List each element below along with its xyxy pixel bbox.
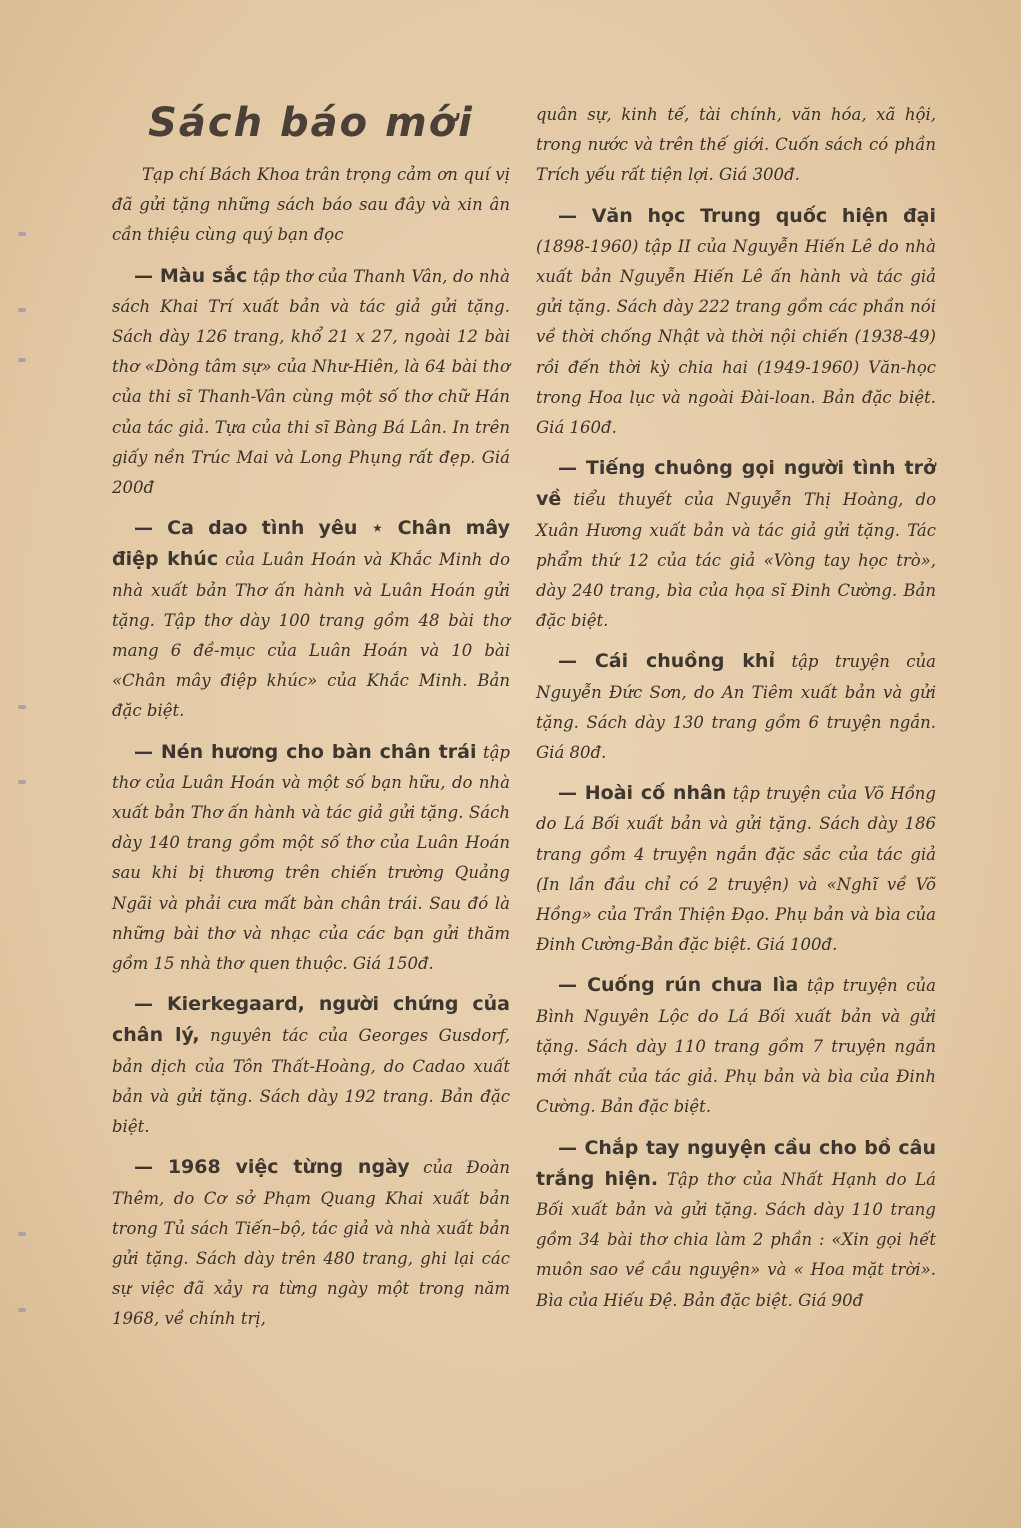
book-title: — Cuống rún chưa lìa: [558, 974, 799, 997]
book-title: — Văn học Trung quốc hiện đại: [558, 204, 936, 227]
book-entry: [536, 970, 936, 1122]
book-description: tập truyện của Nguyễn Đức Sơn, do An Tiêm xuất bản và gửi tặng. Sách dày 130 trang gồm 6 truyện ngắn. Giá 80đ.: [536, 652, 937, 763]
intro-paragraph: Tạp chí Bách Khoa trân trọng cảm ơn quí vị đã gửi tặng những sách báo sau đây và xin ân cần thiệu cùng quý bạn đọc: [112, 165, 510, 245]
book-title: — Kierkegaard, người chứng của chân lý,: [112, 993, 510, 1047]
book-entry: [112, 989, 510, 1142]
book-description: tập truyện của Võ Hồng do Lá Bối xuất bản và gửi tặng. Sách dày 186 trang gồm 4 truyện ngắn đặc sắc của tác giả (In lần đầu chỉ có 2 truyện) và «Nghĩ về Võ Hồng» của Trần Thiện Đạo. Phụ bản và bìa của Đinh Cường-Bản đặc biệt. Giá 100đ.: [536, 784, 936, 955]
book-description: tập thơ của Thanh Vân, do nhà sách Khai Trí xuất bản và tác giả gửi tặng. Sách dày 126 trang, khổ 21 x 27, ngoài 12 bài thơ «Dòng tâm sự» của Như-Hiên, là 64 bài thơ của thi sĩ Thanh-Vân cùng một số thơ chữ Hán của tác giả. Tựa của thi sĩ Bàng Bá Lân. In trên giấy nền Trúc Mai và Long Phụng rất đẹp. Giá 200đ: [112, 266, 510, 498]
book-title: — Màu sắc: [134, 264, 248, 287]
margin-mark: [18, 358, 26, 362]
book-entry: [112, 737, 510, 980]
right-column: [536, 100, 936, 1326]
book-title: — Hoài cố nhân: [558, 782, 727, 805]
book-entry: [112, 261, 510, 504]
margin-mark: [18, 1232, 26, 1236]
book-description: Tập thơ của Nhất Hạnh do Lá Bối xuất bản và gửi tặng. Sách dày 110 trang gồm 34 bài thơ chia làm 2 phần : «Xin gọi hết muôn sao về cầu nguyện» và « Hoa mặt trời». Bìa của Hiếu Đệ. Bản đặc biệt. Giá 90đ: [536, 1169, 936, 1310]
book-description: tiểu thuyết của Nguyễn Thị Hoàng, do Xuân Hương xuất bản và tác giả gửi tặng. Tác phẩm thứ 12 của tác giả «Vòng tay học trò», dày 240 trang, bìa của họa sĩ Đinh Cường. Bản đặc biệt.: [536, 490, 936, 631]
book-description: (1898-1960) tập II của Nguyễn Hiến Lê do nhà xuất bản Nguyễn Hiến Lê ấn hành và tác giả gửi tặng. Sách dày 222 trang gồm các phần nói về thời chống Nhật và thời nội chiến (1938-49) rồi đến thời kỳ chia hai (1949-1960) Văn-học trong Hoa lục và ngoài Đài-loan. Bản đặc biệt. Giá 160đ.: [536, 236, 936, 438]
book-description: của Đoàn Thêm, do Cơ sở Phạm Quang Khai xuất bản trong Tủ sách Tiến–bộ, tác giả và nhà xuất bản gửi tặng. Sách dày trên 480 trang, ghi lại các sự việc đã xảy ra từng ngày một trong năm 1968, về chính trị,: [112, 1158, 511, 1329]
margin-mark: [18, 705, 26, 709]
book-entry: [112, 1152, 510, 1334]
margin-mark: [18, 232, 26, 236]
book-description: của Luân Hoán và Khắc Minh do nhà xuất bản Thơ ấn hành và Luân Hoán gửi tặng. Tập thơ dày 100 trang gồm 48 bài thơ mang 6 đề-mục của Luân Hoán và 10 bài «Chân mây điệp khúc» của Khắc Minh. Bản đặc biệt.: [112, 550, 511, 721]
margin-mark: [18, 1308, 26, 1312]
book-title: — Chắp tay nguyện cầu cho bồ câu trắng hiện.: [536, 1136, 936, 1190]
book-description: tập thơ của Luân Hoán và một số bạn hữu, do nhà xuất bản Thơ ấn hành và tác giả gửi tặng. Sách dày 140 trang gồm một số thơ của Luân Hoán sau khi bị thương trên chiến trường Quảng Ngãi và phải cưa mất bàn chân trái. Sau đó là những bài thơ và nhạc của các bạn gửi thăm gồm 15 nhà thơ quen thuộc. Giá 150đ.: [112, 742, 510, 974]
book-title: — Cái chuồng khỉ: [558, 650, 775, 673]
book-title: — Nén hương cho bàn chân trái: [134, 740, 477, 763]
page-title: Sách báo mới: [148, 100, 474, 146]
continued-paragraph: quân sự, kinh tế, tài chính, văn hóa, xã hội, trong nước và trên thế giới. Cuốn sách có phần Trích yếu rất tiện lợi. Giá 300đ.: [536, 105, 936, 185]
book-entry: [536, 201, 936, 444]
book-entry: [536, 453, 936, 636]
book-title: — Tiếng chuông gọi người tình trở về: [536, 457, 936, 511]
book-entry: [536, 778, 936, 960]
margin-mark: [18, 308, 26, 312]
margin-mark: [18, 780, 26, 784]
book-description: nguyên tác của Georges Gusdorf, bản dịch của Tôn Thất-Hoàng, do Cadao xuất bản và gửi tặng. Sách dày 192 trang. Bản đặc biệt.: [112, 1026, 511, 1137]
left-column: [112, 100, 510, 1345]
book-description: tập truyện của Bình Nguyên Lộc do Lá Bối xuất bản và gửi tặng. Sách dày 110 trang gồm 7 truyện ngắn mới nhất của tác giả. Phụ bản và bìa của Đinh Cường. Bản đặc biệt.: [536, 976, 936, 1117]
book-title: — Ca dao tình yêu ⋆ Chân mây điệp khúc: [112, 517, 510, 571]
book-entry: [112, 513, 510, 726]
book-entry: [536, 1133, 936, 1316]
book-title: — 1968 việc từng ngày: [134, 1156, 410, 1179]
book-entry: [536, 646, 936, 768]
